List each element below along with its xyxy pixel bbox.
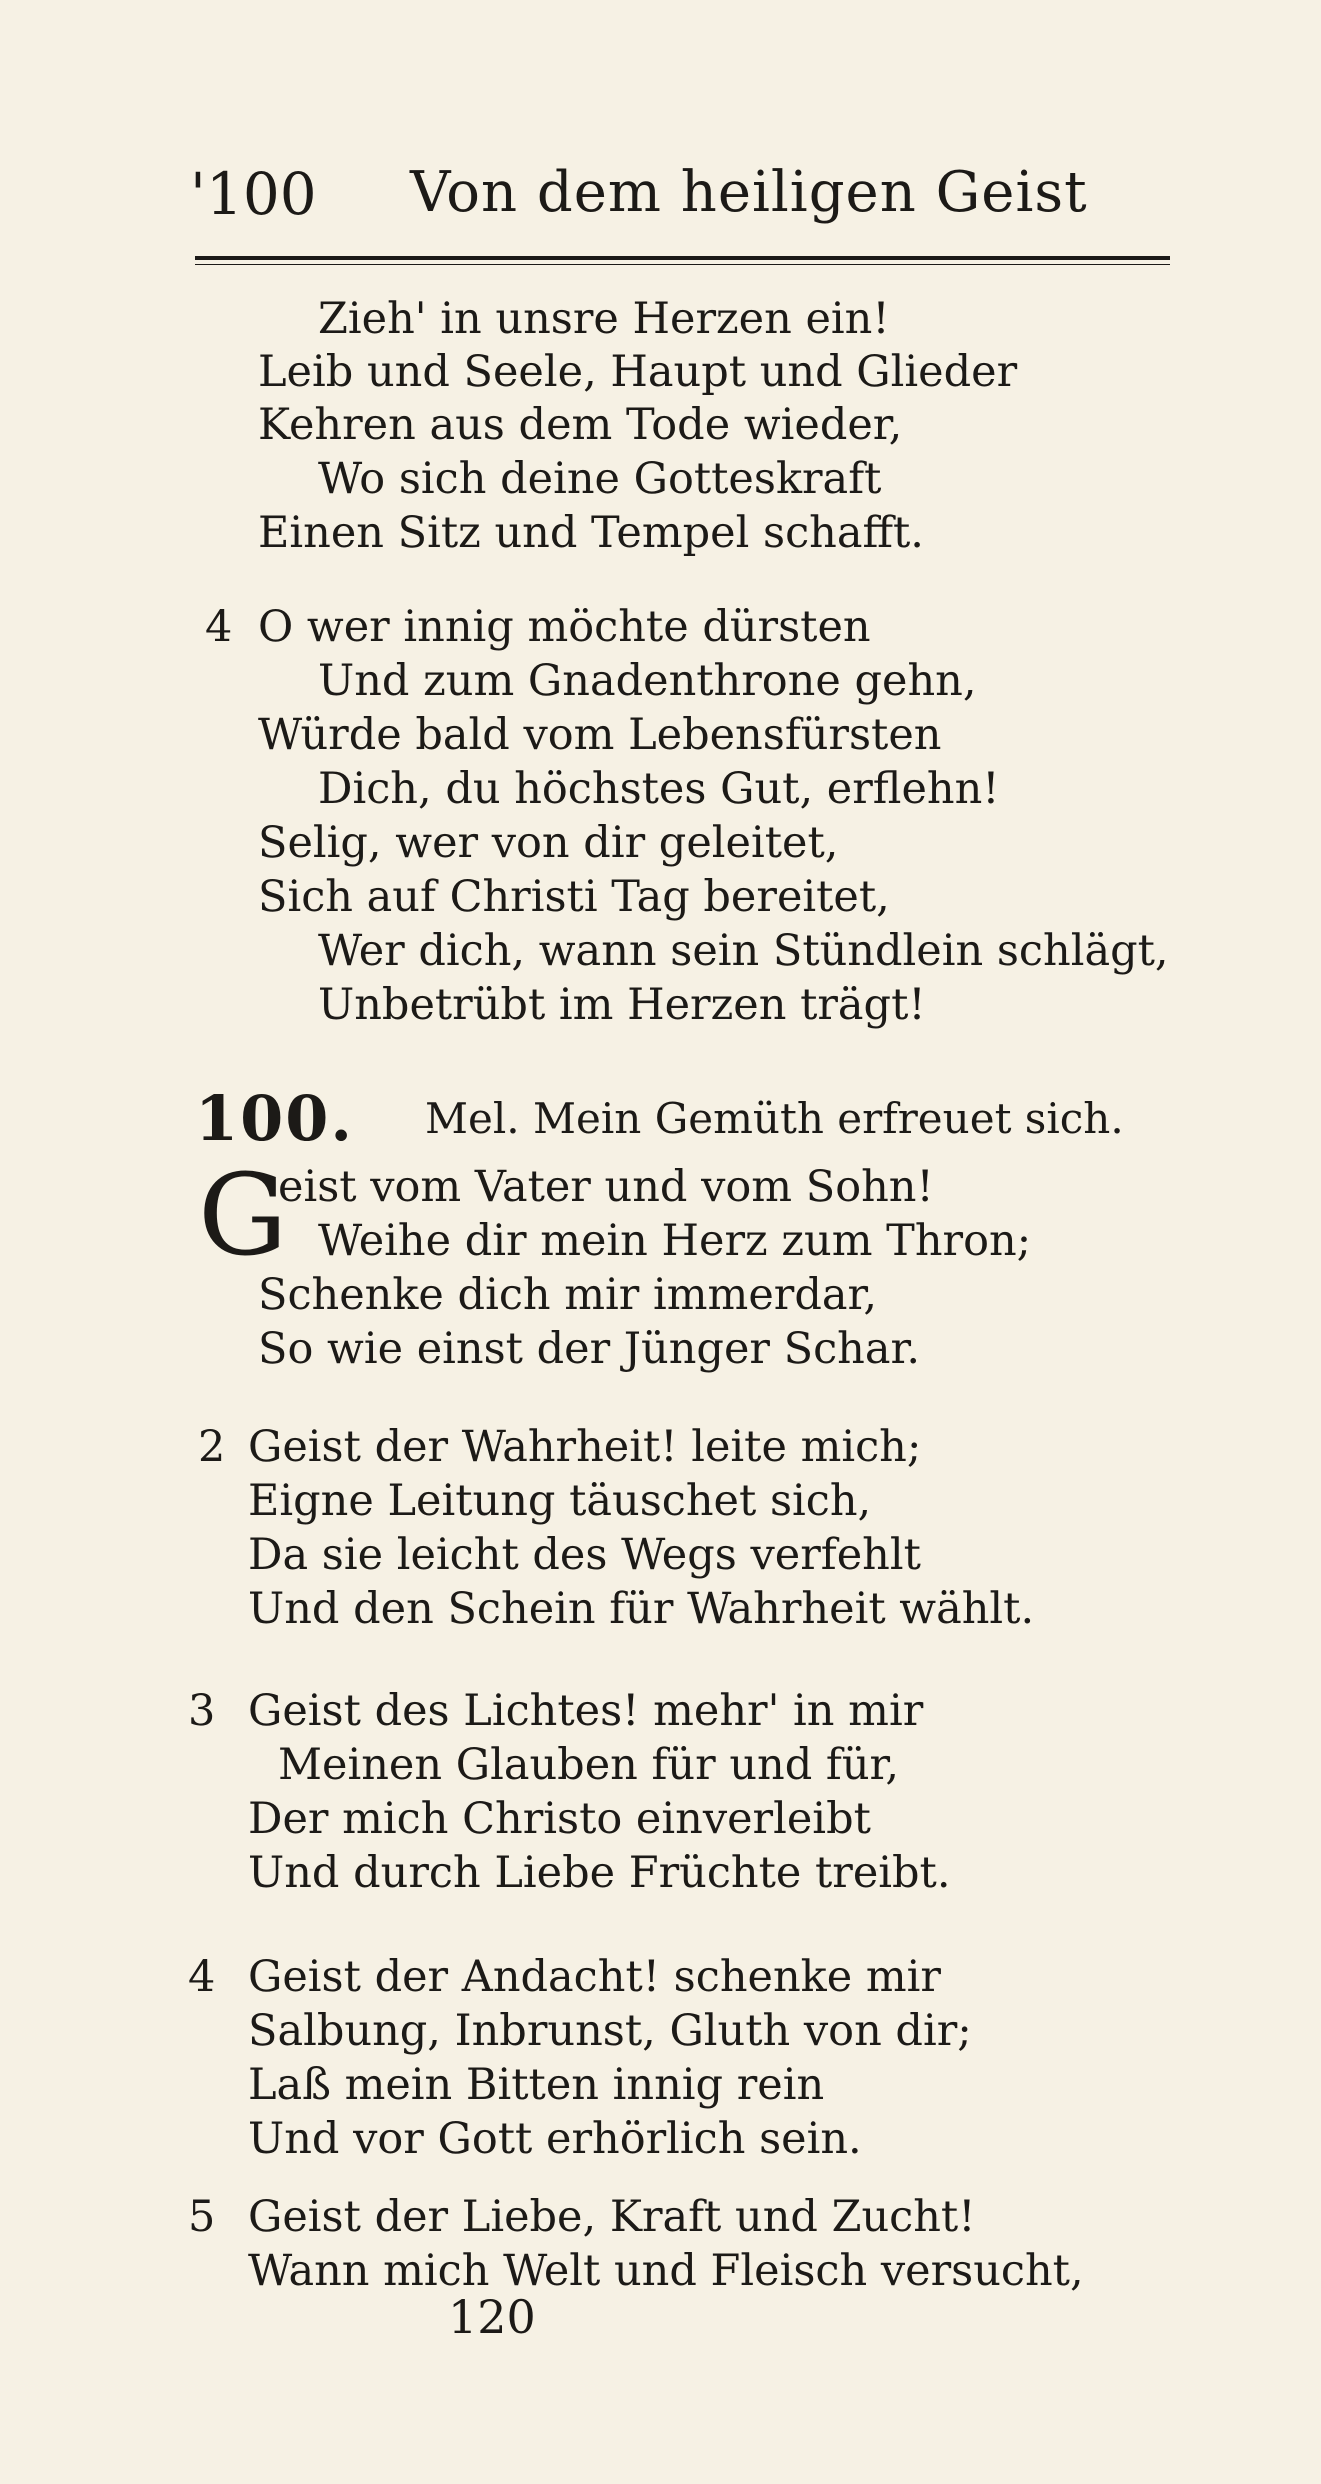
running-head: Von dem heiligen Geist <box>410 160 1088 225</box>
verse-line: Und vor Gott erhörlich sein. <box>248 2114 862 2164</box>
stanza-number: 2 <box>198 1422 226 1472</box>
verse-line: Eigne Leitung täuschet sich, <box>248 1476 872 1526</box>
verse-line: Leib und Seele, Haupt und Glieder <box>258 347 1018 397</box>
verse-line: O wer innig möchte dürsten <box>258 602 871 652</box>
verse-line: Schenke dich mir immerdar, <box>258 1270 877 1320</box>
verse-line: Kehren aus dem Tode wieder, <box>258 400 903 450</box>
verse-line: Meinen Glauben für und für, <box>278 1740 900 1790</box>
melody-indication: Mel. Mein Gemüth erfreuet sich. <box>425 1094 1124 1143</box>
verse-line: Geist der Wahrheit! leite mich; <box>248 1422 922 1472</box>
verse-line: Geist der Liebe, Kraft und Zucht! <box>248 2192 976 2242</box>
verse-line: Und den Schein für Wahrheit wählt. <box>248 1584 1035 1634</box>
verse-line: Selig, wer von dir geleitet, <box>258 818 839 868</box>
verse-line: Geist des Lichtes! mehr' in mir <box>248 1686 924 1736</box>
hymn-number: 100. <box>195 1082 355 1155</box>
verse-line: Wann mich Welt und Fleisch versucht, <box>248 2246 1084 2296</box>
drop-cap: G <box>198 1151 288 1281</box>
hymn-heading <box>195 1082 1195 1155</box>
verse-line: Würde bald vom Lebensfürsten <box>258 710 942 760</box>
header-rule <box>195 256 1170 260</box>
stanza-number: 4 <box>188 1952 216 2002</box>
verse-line: Und durch Liebe Früchte treibt. <box>248 1848 951 1898</box>
verse-line: Weihe dir mein Herz zum Thron; <box>318 1216 1032 1266</box>
verse-line: So wie einst der Jünger Schar. <box>258 1324 920 1374</box>
stanza-number: 3 <box>188 1686 216 1736</box>
verse-line: Salbung, Inbrunst, Gluth von dir; <box>248 2006 972 2056</box>
verse-line: Sich auf Christi Tag bereitet, <box>258 872 890 922</box>
verse-line: Und zum Gnadenthrone gehn, <box>318 656 977 706</box>
verse-line: Unbetrübt im Herzen trägt! <box>318 980 926 1030</box>
stanza-number: 5 <box>188 2192 216 2242</box>
verse-line: Wer dich, wann sein Stündlein schlägt, <box>318 926 1169 976</box>
verse-line: Wo sich deine Gotteskraft <box>318 454 882 504</box>
verse-line: Dich, du höchstes Gut, erflehn! <box>318 764 1000 814</box>
verse-line: Laß mein Bitten innig rein <box>248 2060 825 2110</box>
page-number: '100 <box>190 160 317 228</box>
page-header <box>170 160 1170 240</box>
verse-line: Zieh' in unsre Herzen ein! <box>318 294 890 344</box>
footer-page-number: 120 <box>448 2290 536 2344</box>
verse-line: Der mich Christo einverleibt <box>248 1794 871 1844</box>
stanza-number: 4 <box>205 602 233 652</box>
verse-line: Da sie leicht des Wegs verfehlt <box>248 1530 921 1580</box>
verse-line: eist vom Vater und vom Sohn! <box>278 1162 934 1212</box>
verse-line: Geist der Andacht! schenke mir <box>248 1952 941 2002</box>
verse-line: Einen Sitz und Tempel schafft. <box>258 508 924 558</box>
